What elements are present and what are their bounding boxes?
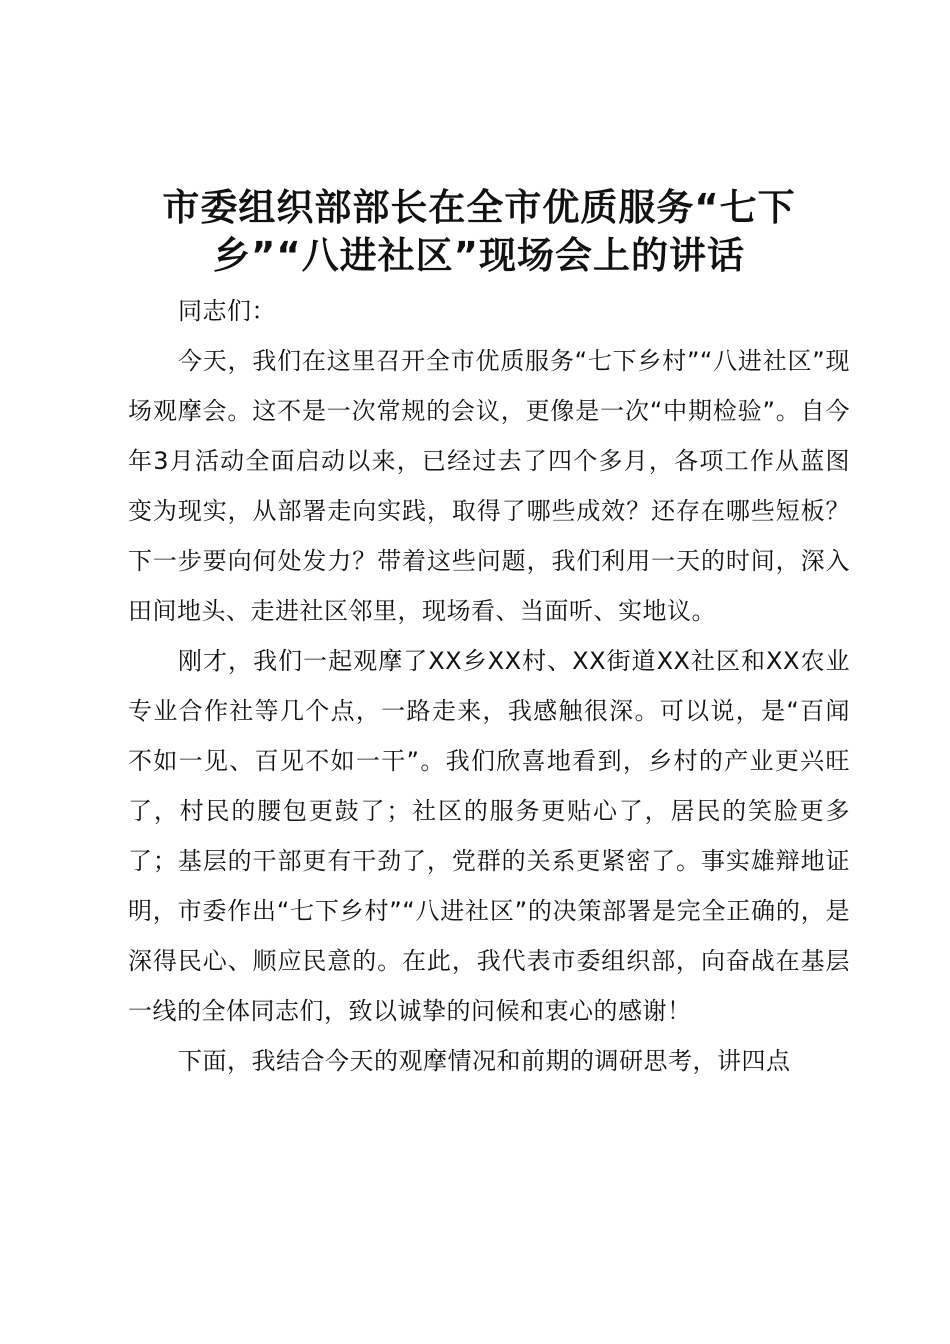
- document-title: 市委组织部部长在全市优质服务“七下乡”“八进社区”现场会上的讲话: [162, 186, 796, 277]
- paragraph-transition: 下面，我结合今天的观摩情况和前期的调研思考，讲四点: [178, 1047, 791, 1075]
- paragraph-salutation: 同志们：: [178, 297, 276, 325]
- paragraph-observation: 刚才，我们一起观摩了XX乡XX村、XX街道XX社区和XX农业专业合作社等几个点，一路走来，我感触很深。可以说，是“百闻不如一见、百见不如一干”。我们欣喜地看到，乡村的产业更兴旺了，村民的腰包更鼓了；社区的服务更贴心了，居民的笑脸更多了；基层的干部更有干劲了，党群的关系更紧密了。事实雄辩地证明，市委作出“七下乡村”“八进社区”的决策部署是完全正确的，是深得民心、顺应民意的。在此，我代表市委组织部，向奋战在基层一线的全体同志们，致以诚挚的问候和衷心的感谢！: [128, 647, 850, 1025]
- paragraph-opening: 今天，我们在这里召开全市优质服务“七下乡村”“八进社区”现场观摩会。这不是一次常规的会议，更像是一次“中期检验”。自今年3月活动全面启动以来，已经过去了四个多月，各项工作从蓝图变为现实，从部署走向实践，取得了哪些成效？还存在哪些短板？下一步要向何处发力？带着这些问题，我们利用一天的时间，深入田间地头、走进社区邻里，现场看、当面听、实地议。: [128, 347, 850, 625]
- document-body: [128, 286, 850, 1086]
